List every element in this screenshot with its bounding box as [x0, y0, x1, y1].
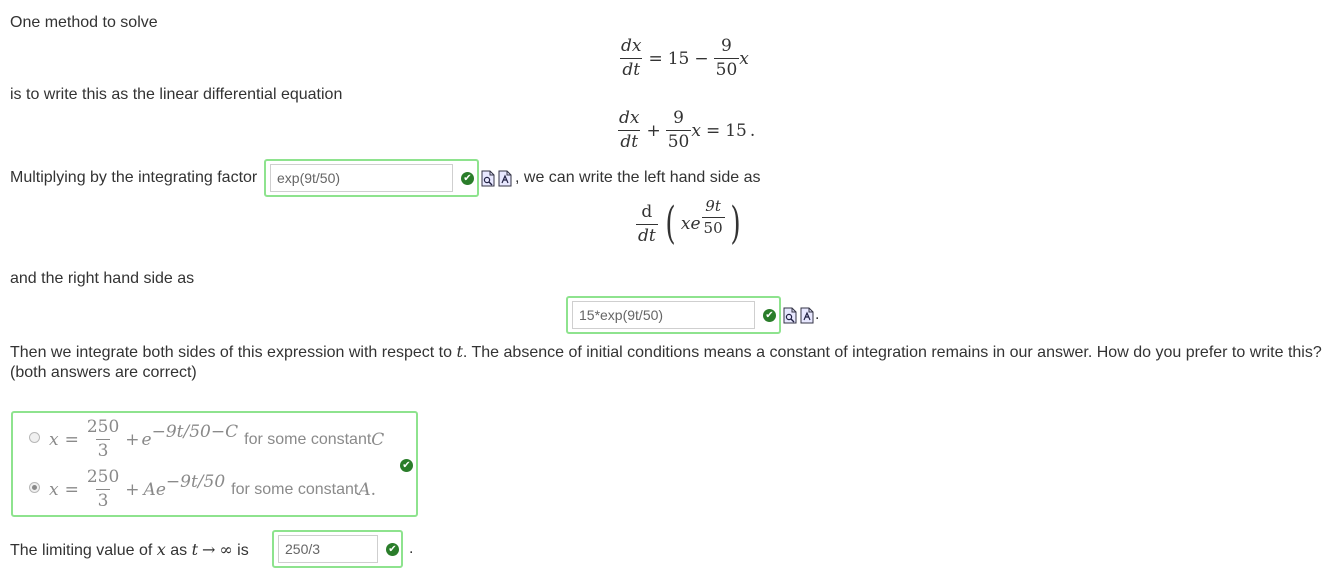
- limit-is: is: [232, 542, 249, 559]
- integrate-text-part1: Then we integrate both sides of this expression with respect to: [10, 344, 457, 361]
- eq2-dt: dt: [620, 132, 639, 152]
- opt2-text: for some constant: [231, 480, 359, 498]
- lhs-e: e: [690, 214, 701, 234]
- eq1-coef-den: 50: [715, 60, 738, 80]
- checkmark-icon: ✔: [386, 543, 399, 556]
- checkmark-icon: ✔: [461, 172, 474, 185]
- lhs-derivative-form: [636, 196, 744, 249]
- opt2-num: 250: [86, 467, 120, 487]
- opt2-A: A: [143, 479, 156, 500]
- integrating-factor-prefix: Multiplying by the integrating factor: [10, 169, 258, 186]
- intro-text-1: One method to solve: [10, 14, 158, 31]
- lhs-dt: dt: [638, 225, 656, 246]
- limit-inf: ∞: [219, 540, 233, 559]
- lhs-exp-den: 50: [703, 218, 723, 237]
- opt2-x: x: [49, 479, 59, 500]
- lhs-d: d: [641, 201, 653, 222]
- integrate-var: t: [456, 342, 463, 361]
- syntax-document-icon[interactable]: [800, 307, 814, 324]
- eq1-equals: =: [648, 48, 663, 69]
- integrate-text-part2: . The absence of initial conditions means a constant of integration remains in our answer. How do you prefer to write this?: [462, 344, 1322, 361]
- opt2-const: A: [358, 479, 371, 500]
- rhs-answer-box: [566, 296, 781, 334]
- left-paren: (: [665, 198, 676, 249]
- eq1-constant: 15: [667, 48, 690, 69]
- preview-document-icon[interactable]: [481, 170, 495, 187]
- eq2-var: x: [691, 120, 701, 141]
- intro-text-2: is to write this as the linear differential equation: [10, 86, 343, 103]
- option-1-label[interactable]: [49, 419, 384, 460]
- eq2-plus: +: [646, 120, 661, 141]
- checkmark-icon: ✔: [400, 459, 413, 472]
- opt1-eq: =: [64, 429, 79, 450]
- opt1-e: e: [141, 429, 152, 450]
- opt2-den: 3: [97, 491, 109, 511]
- eq2-dx: dx: [619, 108, 640, 128]
- eq1-minus: −: [694, 48, 709, 69]
- opt2-exponent: −9t/50: [165, 471, 226, 492]
- integrate-text-line2: (both answers are correct): [10, 364, 197, 381]
- eq1-var: x: [739, 48, 749, 69]
- eq1-dt: dt: [622, 60, 641, 80]
- opt1-exponent: −9t/50−C: [151, 421, 239, 442]
- limit-dot: .: [409, 540, 414, 557]
- rhs-input[interactable]: [572, 301, 755, 329]
- eq2-coef-den: 50: [667, 132, 690, 152]
- eq2-rhs: 15: [725, 120, 747, 141]
- equation-2: [617, 110, 755, 151]
- opt2-plus: +: [125, 479, 140, 500]
- limit-prefix: The limiting value of: [10, 542, 157, 559]
- limit-arrow: →: [202, 540, 216, 559]
- lhs-x: x: [680, 214, 691, 234]
- eq1-dx: dx: [621, 36, 642, 56]
- integrating-factor-answer-box: [264, 159, 479, 197]
- integrating-factor-suffix: , we can write the left hand side as: [515, 169, 761, 186]
- eq1-coef-num: 9: [721, 36, 732, 56]
- eq2-coef-num: 9: [673, 108, 684, 128]
- opt1-x: x: [49, 429, 59, 450]
- opt1-den: 3: [97, 441, 109, 461]
- limit-t: t: [191, 540, 198, 559]
- opt2-e: e: [155, 479, 166, 500]
- limit-text: [10, 540, 249, 560]
- option-2-radio[interactable]: [29, 482, 40, 493]
- opt1-const: C: [371, 429, 385, 450]
- opt1-text: for some constant: [244, 430, 372, 448]
- eq2-dot: .: [749, 120, 756, 141]
- constant-form-options: [11, 411, 418, 517]
- integrate-paragraph: [10, 342, 1322, 362]
- opt2-end: .: [370, 479, 377, 500]
- option-2-label[interactable]: [49, 469, 376, 510]
- integrating-factor-input[interactable]: [270, 164, 453, 192]
- limit-as: as: [165, 542, 192, 559]
- rhs-label: and the right hand side as: [10, 270, 195, 287]
- eq2-equals: =: [705, 120, 721, 141]
- limit-answer-box: [272, 530, 403, 568]
- lhs-exp-num: 9t: [705, 196, 721, 215]
- checkmark-icon: ✔: [763, 309, 776, 322]
- limit-x: x: [156, 540, 166, 559]
- equation-1: [619, 38, 749, 79]
- right-paren: ): [730, 198, 741, 249]
- opt2-eq: =: [64, 479, 79, 500]
- opt1-plus: +: [125, 429, 140, 450]
- preview-document-icon[interactable]: [783, 307, 797, 324]
- rhs-dot: .: [815, 306, 820, 323]
- option-1-radio[interactable]: [29, 432, 40, 443]
- syntax-document-icon[interactable]: [498, 170, 512, 187]
- opt1-num: 250: [86, 417, 120, 437]
- limit-input[interactable]: [278, 535, 378, 563]
